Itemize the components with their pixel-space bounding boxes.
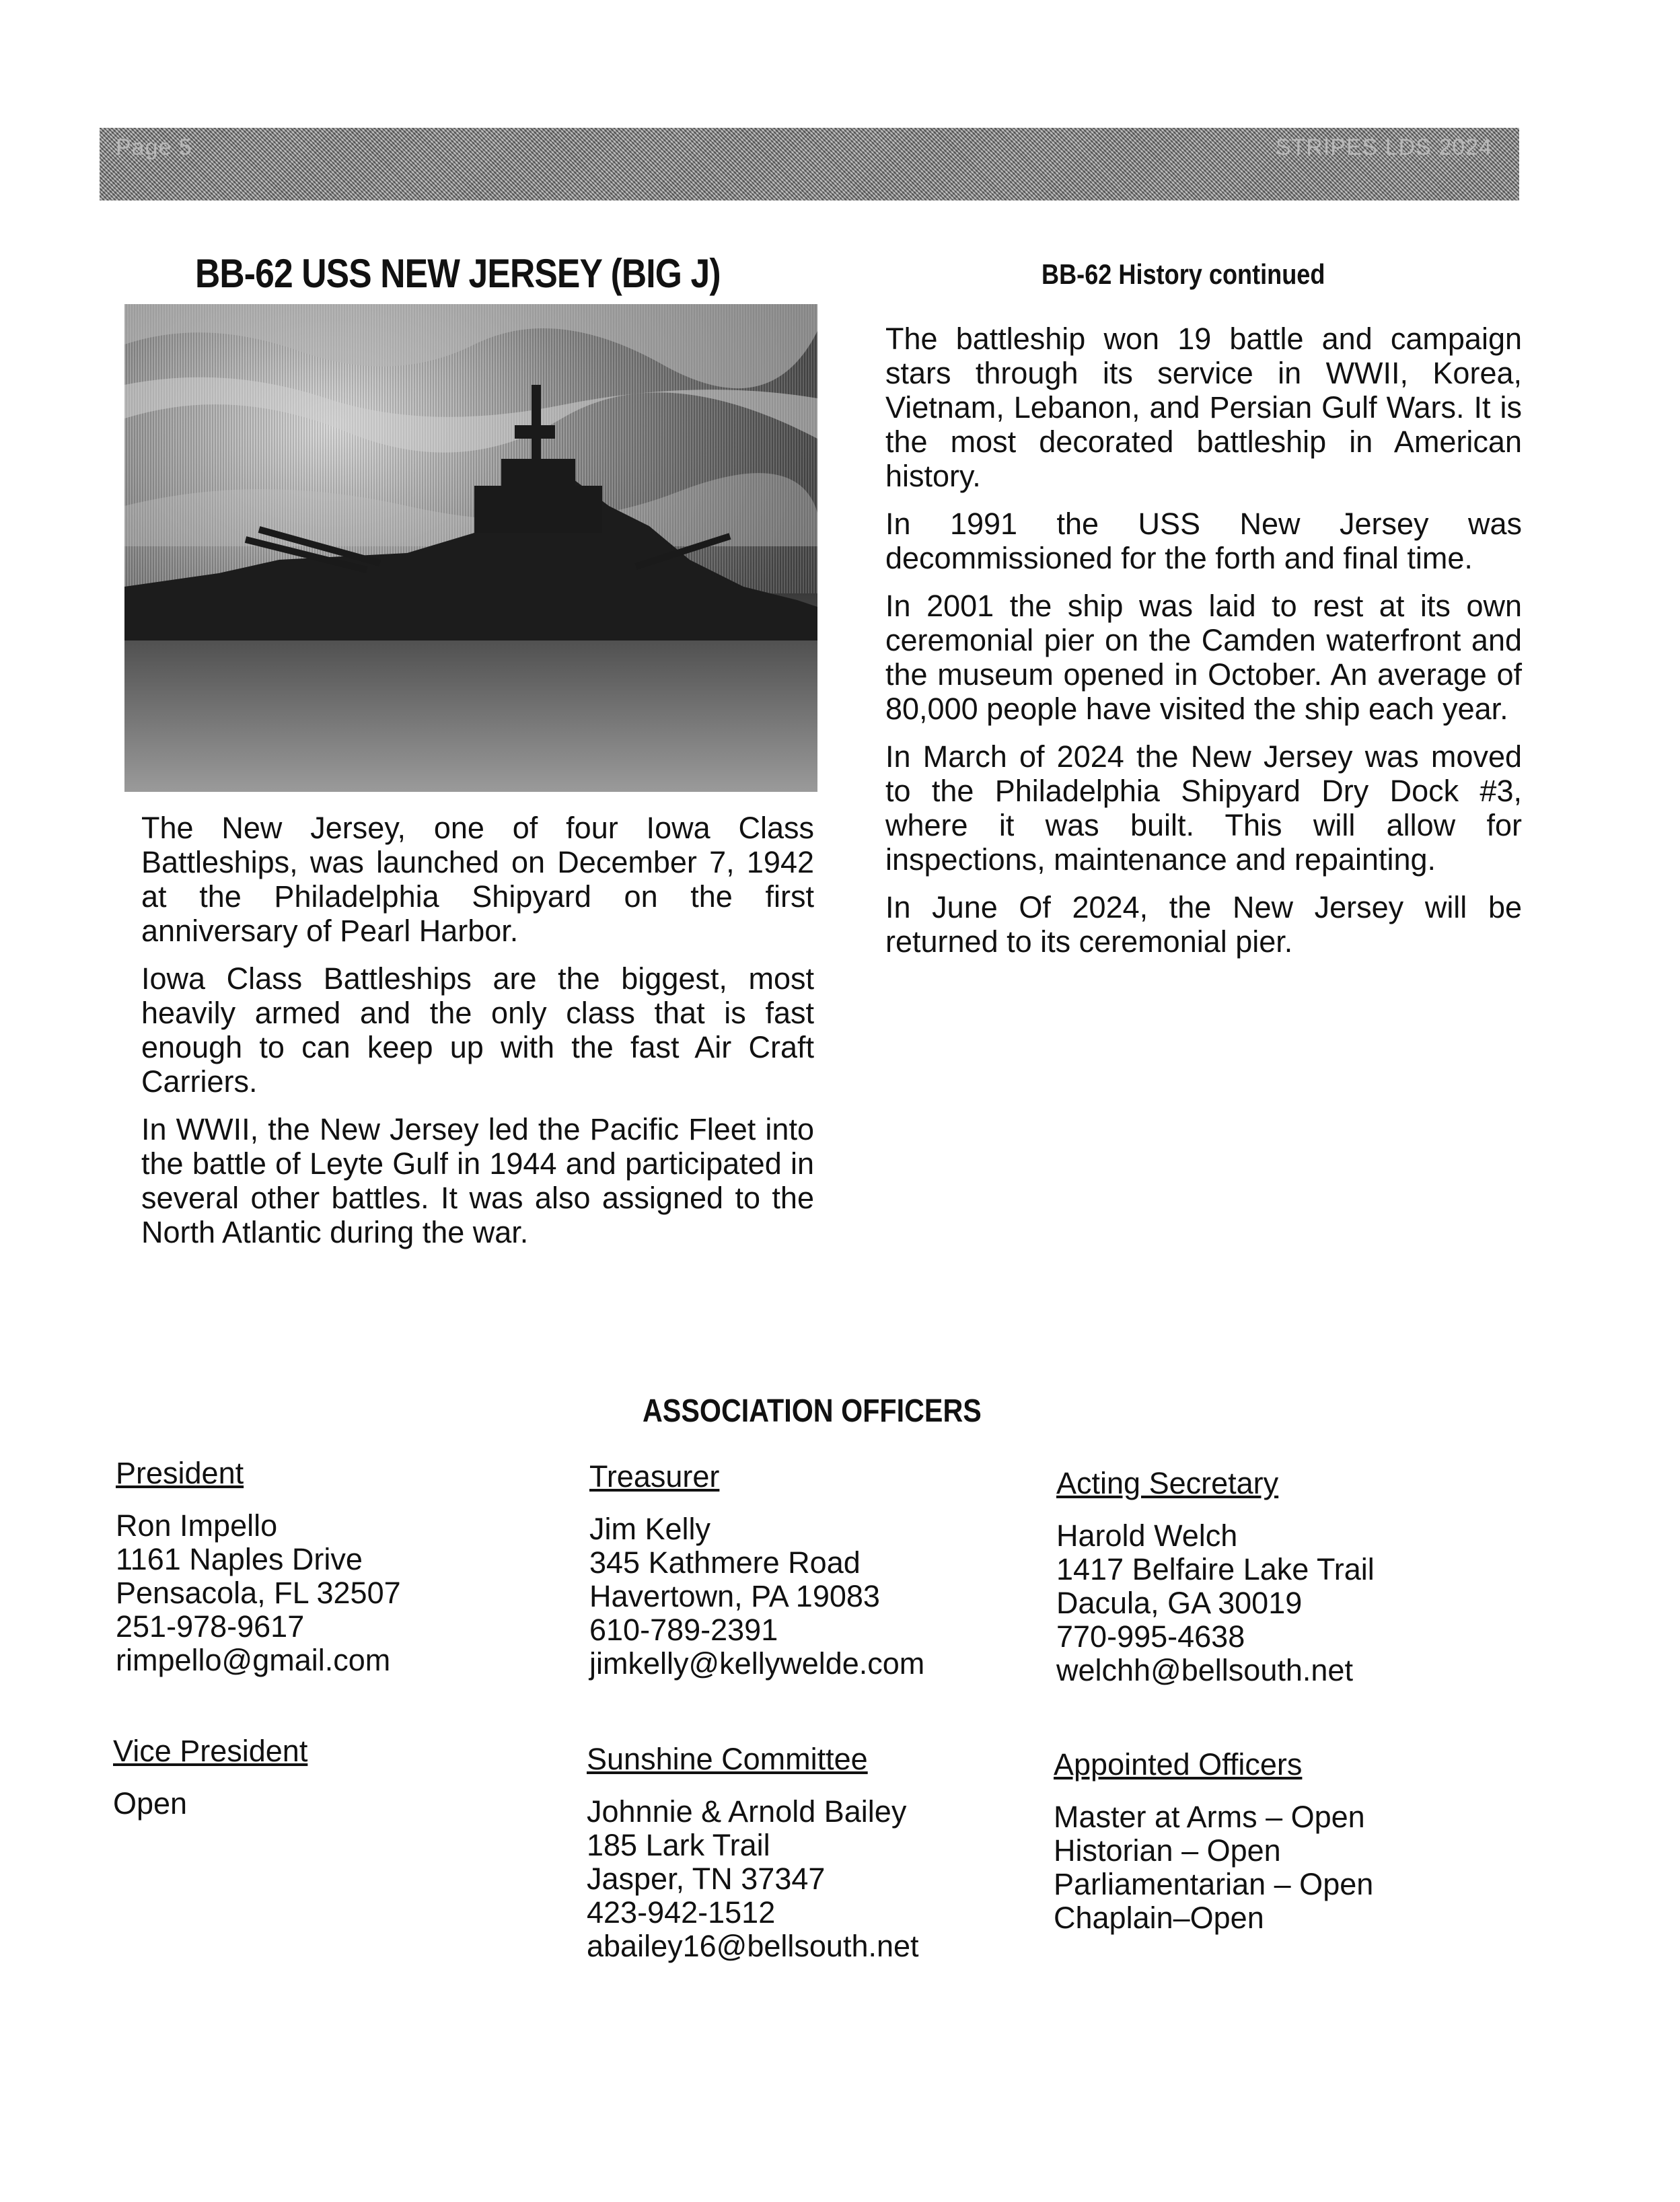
officer-name: Johnnie & Arnold Bailey: [587, 1794, 907, 1829]
history-continued-heading: BB-62 History continued: [1042, 258, 1325, 290]
battleship-silhouette: [124, 304, 817, 792]
article-left-column: [141, 811, 814, 1263]
officer-address: 1161 Naples Drive: [116, 1542, 363, 1576]
officer-role: Treasurer: [589, 1459, 720, 1494]
newsletter-name: STRIPES LDS 2024: [1275, 135, 1492, 160]
officer-name: Open: [113, 1786, 188, 1821]
officer-treasurer: [589, 1460, 924, 1681]
battleship-photo: [124, 304, 817, 792]
officer-president: [116, 1457, 401, 1677]
officer-name: Jim Kelly: [589, 1512, 711, 1546]
article-right-column: [885, 322, 1522, 972]
article-paragraph: Iowa Class Battleships are the biggest, most heavily armed and the only class that is fast enough to can keep up with the fast Air Craft Carriers.: [141, 961, 814, 1099]
officer-address: 1417 Belfaire Lake Trail: [1056, 1552, 1375, 1586]
history-paragraph: In March of 2024 the New Jersey was moved to the Philadelphia Shipyard Dry Dock #3, where it was built. This will allow for inspections, maintenance and repainting.: [885, 739, 1522, 877]
officer-phone: 610-789-2391: [589, 1613, 778, 1647]
header-band: [100, 128, 1519, 200]
officer-email: rimpello@gmail.com: [116, 1643, 391, 1677]
officer-name: Harold Welch: [1056, 1518, 1238, 1553]
officer-address: 345 Kathmere Road: [589, 1545, 861, 1580]
officer-sunshine-committee: [587, 1742, 919, 1963]
officer-email: abailey16@bellsouth.net: [587, 1929, 919, 1963]
article-paragraph: In WWII, the New Jersey led the Pacific Fleet into the battle of Leyte Gulf in 1944 and participated in several other battles. It was also assigned to the North Atlantic during the war.: [141, 1112, 814, 1249]
appointed-position: Parliamentarian – Open: [1054, 1867, 1374, 1901]
officer-appointed: [1054, 1748, 1373, 1935]
article-title: BB-62 USS NEW JERSEY (BIG J): [195, 251, 721, 296]
officer-role: President: [116, 1456, 244, 1490]
officer-city: Pensacola, FL 32507: [116, 1576, 401, 1610]
officer-role: Sunshine Committee: [587, 1742, 868, 1776]
officer-email: welchh@bellsouth.net: [1056, 1653, 1353, 1687]
officer-name: Ron Impello: [116, 1508, 278, 1543]
officer-role: Appointed Officers: [1054, 1747, 1303, 1782]
history-paragraph: In 1991 the USS New Jersey was decommissioned for the forth and final time.: [885, 507, 1522, 575]
officer-phone: 423-942-1512: [587, 1895, 776, 1930]
officers-title: ASSOCIATION OFFICERS: [643, 1393, 982, 1429]
history-paragraph: In 2001 the ship was laid to rest at its own ceremonial pier on the Camden waterfront and the museum opened in October. An average of 80,000 people have visited the ship each year.: [885, 589, 1522, 726]
appointed-position: Chaplain–Open: [1054, 1901, 1264, 1935]
officer-address: 185 Lark Trail: [587, 1828, 770, 1862]
officer-phone: 251-978-9617: [116, 1609, 305, 1644]
history-paragraph: The battleship won 19 battle and campaign stars through its service in WWII, Korea, Vietnam, Lebanon, and Persian Gulf Wars. It is the most decorated battleship in American history.: [885, 322, 1522, 493]
officer-role: Acting Secretary: [1056, 1466, 1279, 1500]
officer-vice-president: [113, 1734, 307, 1821]
officer-city: Jasper, TN 37347: [587, 1862, 826, 1896]
appointed-position: Historian – Open: [1054, 1833, 1281, 1868]
officer-role: Vice President: [113, 1734, 308, 1768]
officer-phone: 770-995-4638: [1056, 1619, 1245, 1654]
history-paragraph: In June Of 2024, the New Jersey will be returned to its ceremonial pier.: [885, 890, 1522, 959]
page-number: Page 5: [116, 135, 192, 160]
appointed-position: Master at Arms – Open: [1054, 1800, 1365, 1834]
article-paragraph: The New Jersey, one of four Iowa Class Battleships, was launched on December 7, 1942 at the Philadelphia Shipyard on the first anniversary of Pearl Harbor.: [141, 811, 814, 948]
officer-email: jimkelly@kellywelde.com: [589, 1646, 925, 1681]
officer-city: Havertown, PA 19083: [589, 1579, 880, 1613]
officer-secretary: [1056, 1467, 1375, 1687]
officer-city: Dacula, GA 30019: [1056, 1586, 1303, 1620]
